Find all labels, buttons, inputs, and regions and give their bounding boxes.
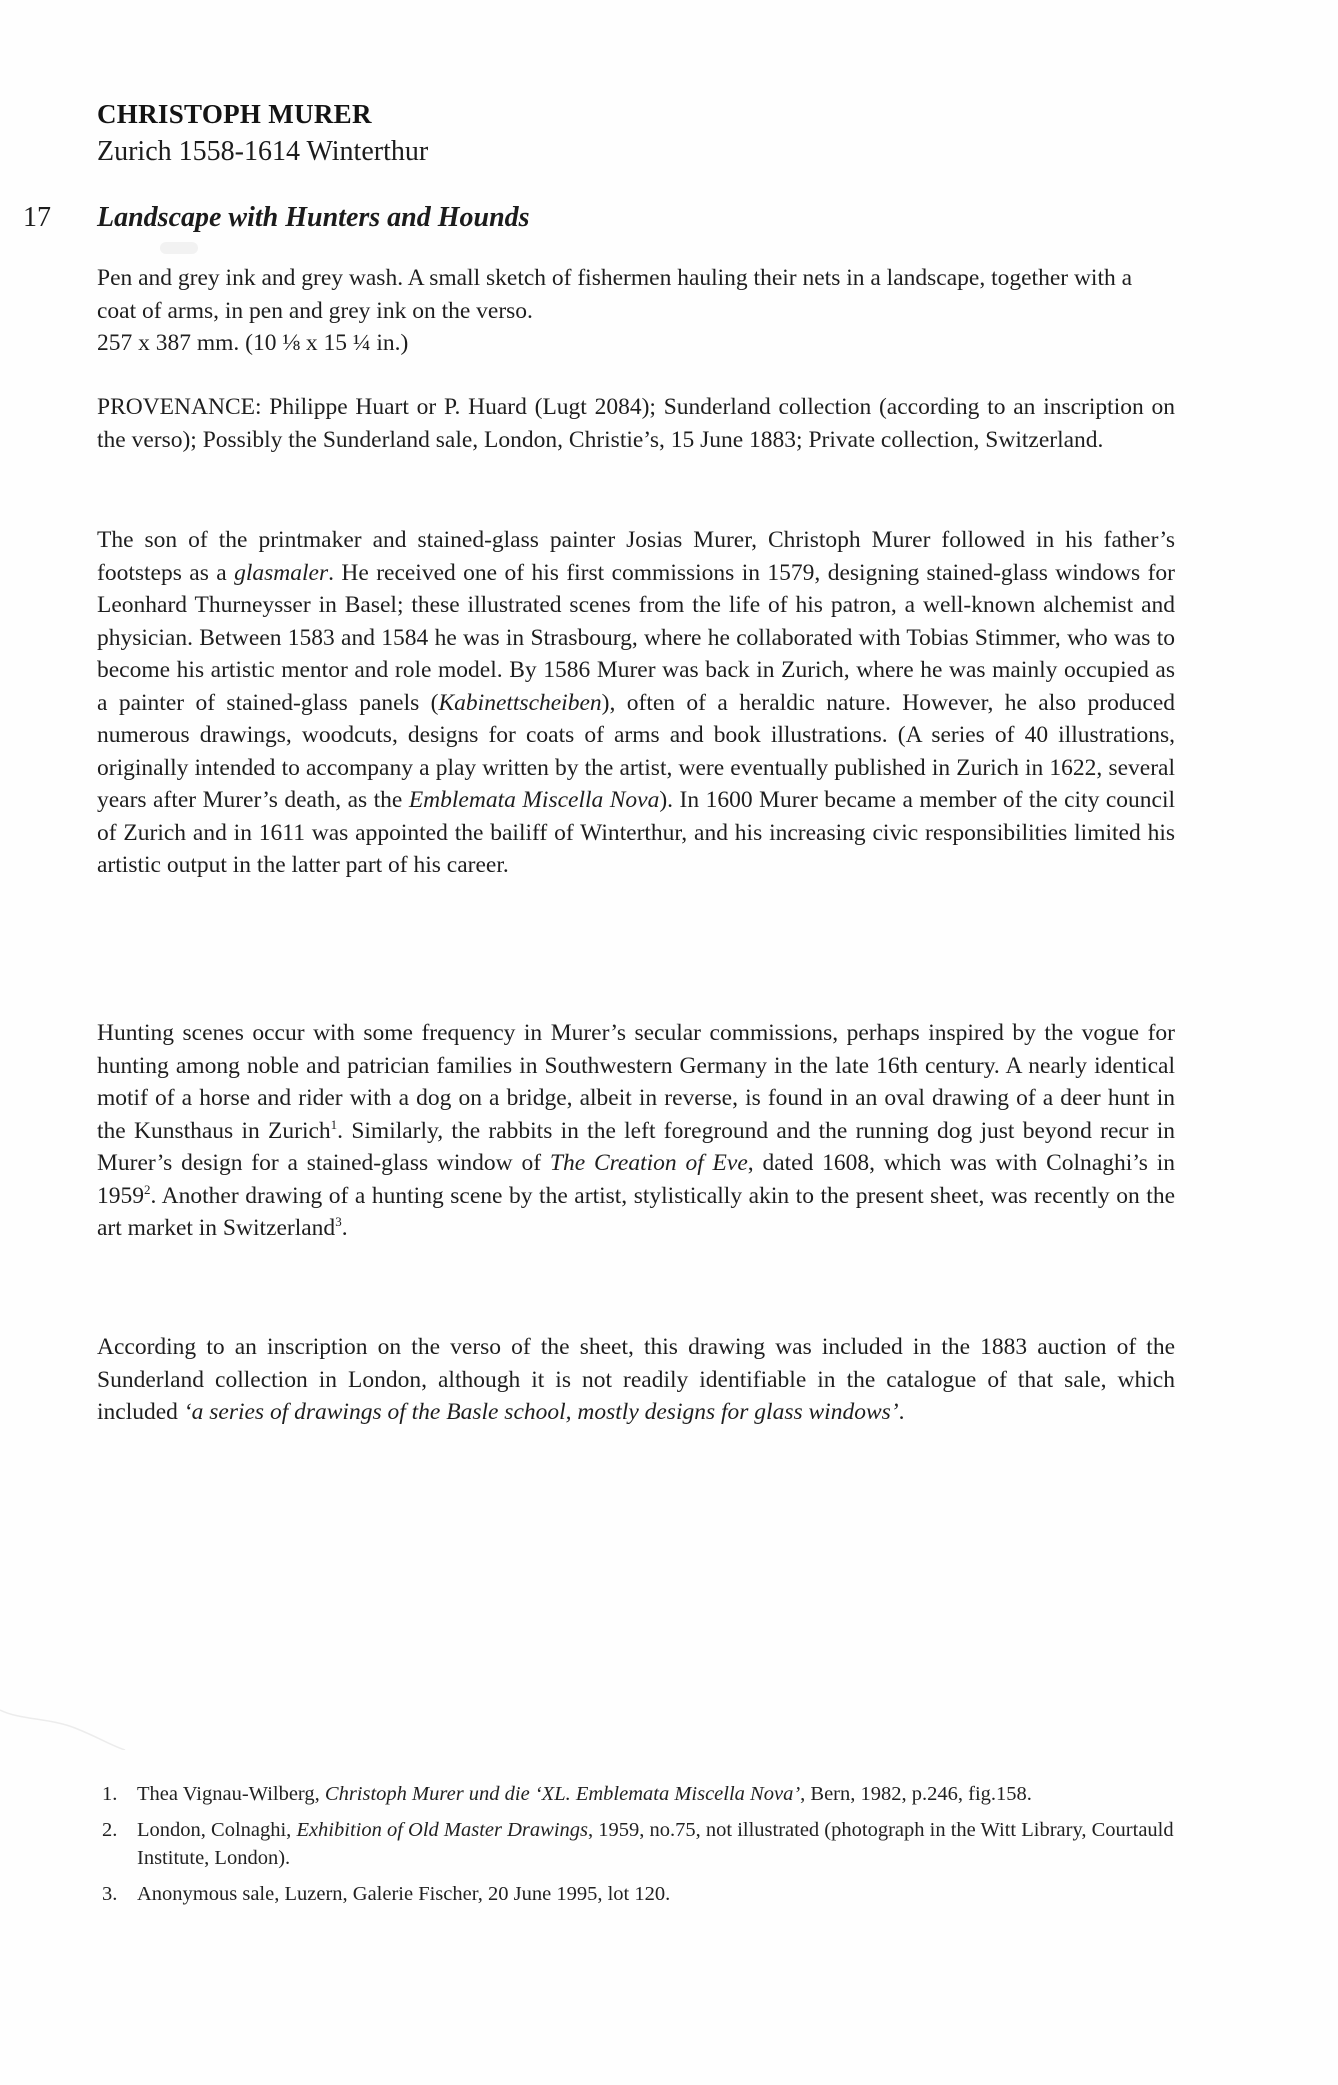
- text-run: ). In 1600 Murer became a member of the city council of Zurich and in 1611 was appointed the bailiff of Winterthur, and his increasing civic responsibilities limited his artistic output in the latter part of his career.: [97, 787, 1175, 878]
- text-run: The son of the printmaker and stained-glass painter Josias Murer, Christoph Murer followed in his father’s footsteps as a: [97, 527, 1175, 586]
- provenance-text: [97, 391, 1175, 456]
- paragraph-text: [97, 1331, 1175, 1429]
- footnote-1: [102, 1780, 1192, 1808]
- italic-title: Christoph Murer und die ‘XL. Emblemata Miscella Nova’: [324, 1783, 801, 1805]
- provenance-body: Philippe Huart or P. Huard (Lugt 2084); Sunderland collection (according to an inscription on the verso); Possibly the Sunderland sale, London, Christie’s, 15 June 1883; Private collection, Switzerland.: [97, 394, 1175, 453]
- italic-title-creation-of-eve: The Creation of Eve: [549, 1150, 748, 1176]
- footnote-ref-1[interactable]: 1: [330, 1116, 338, 1132]
- paper-crease: [0, 1690, 140, 1750]
- text-run: Thea Vignau-Wilberg,: [137, 1783, 325, 1805]
- artist-dates: Zurich 1558-1614 Winterthur: [97, 136, 429, 167]
- text-run: According to an inscription on the verso of the sheet, this drawing was included in the 1883 auction of the Sunderland collection in London, although it is not readily identifiable in the catalogue of that sale, which included: [97, 1334, 1175, 1425]
- paragraph-text: [97, 1017, 1175, 1245]
- text-run: Anonymous sale, Luzern, Galerie Fischer, 20 June 1995, lot 120.: [137, 1883, 671, 1905]
- italic-quote: ‘a series of drawings of the Basle school, mostly designs for glass windows’: [183, 1399, 899, 1425]
- inscription-paragraph: [97, 1331, 1175, 1429]
- text-run: . Similarly, the rabbits in the left foreground and the running dog just beyond recur in Murer’s design for a stained-glass window of: [97, 1117, 1175, 1176]
- italic-title: Exhibition of Old Master Drawings: [296, 1819, 588, 1841]
- description-block: [97, 262, 1175, 360]
- footnote-2: [102, 1816, 1192, 1872]
- provenance-label: PROVENANCE:: [97, 394, 262, 420]
- text-run: .: [341, 1215, 348, 1241]
- footnotes-list: [102, 1780, 1192, 1916]
- provenance-block: [97, 391, 1175, 456]
- text-run: , Bern, 1982, p.246, fig.158.: [800, 1783, 1032, 1805]
- footnote-number: 2.: [102, 1819, 118, 1841]
- footnote-ref-2[interactable]: 2: [144, 1181, 151, 1197]
- catalogue-number: 17: [23, 202, 51, 233]
- text-run: . He received one of his first commissions in 1579, designing stained-glass windows for Leonhard Thurneysser in Basel; these illustrated scenes from the life of his patron, a well-known alchemist and physician. Between 1583 and 1584 he was in Strasbourg, where he collaborated with Tobias Stimmer, who was to become his artistic mentor and role model. By 1586 Murer was back in Zurich, where he was mainly occupied as a painter of stained-glass panels (: [97, 559, 1175, 716]
- work-title: Landscape with Hunters and Hounds: [97, 202, 530, 233]
- artist-name: CHRISTOPH MURER: [97, 99, 372, 129]
- italic-title-emblemata: Emblemata Miscella Nova: [408, 787, 660, 813]
- text-run: London, Colnaghi,: [137, 1819, 297, 1841]
- hunting-scenes-paragraph: [97, 1017, 1175, 1245]
- footnote-number: 3.: [102, 1883, 118, 1905]
- footnote-number: 1.: [102, 1783, 118, 1805]
- footnote-ref-3[interactable]: 3: [335, 1214, 342, 1229]
- medium-text: Pen and grey ink and grey wash. A small sketch of fishermen hauling their nets in a landscape, together with a coat of arms, in pen and grey ink on the verso.: [97, 265, 1133, 324]
- text-run: . Another drawing of a hunting scene by the artist, stylistically akin to the present sheet, was recently on the art market in Switzerland: [97, 1182, 1175, 1241]
- italic-term-glasmaler: glasmaler: [234, 559, 329, 586]
- biography-paragraph: [97, 524, 1175, 882]
- text-run: , dated 1608, which was with Colnaghi’s in 1959: [97, 1150, 1175, 1209]
- footnote-3: [102, 1880, 1192, 1908]
- dimensions-text: 257 x 387 mm. (10 ⅛ x 15 ¼ in.): [97, 330, 409, 356]
- italic-term-kabinettscheiben: Kabinettscheiben: [438, 689, 602, 716]
- text-run: ), often of a heraldic nature. However, he also produced numerous drawings, woodcuts, designs for coats of arms and book illustrations. (A series of 40 illustrations, originally intended to accompany a play written by the artist, were eventually published in Zurich in 1622, several years after Murer’s death, as the: [97, 689, 1175, 813]
- text-run: .: [898, 1399, 905, 1425]
- text-run: Hunting scenes occur with some frequency in Murer’s secular commissions, perhaps inspired by the vogue for hunting among noble and patrician families in Southwestern Germany in the late 16th century. A nearly identical motif of a horse and rider with a dog on a bridge, albeit in reverse, is found in an oval drawing of a deer hunt in the Kunsthaus in Zurich: [97, 1020, 1175, 1144]
- text-run: , 1959, no.75, not illustrated (photograph in the Witt Library, Courtauld Institute, London).: [137, 1819, 1174, 1869]
- paper-smudge: [160, 242, 198, 254]
- paragraph-text: [97, 524, 1175, 882]
